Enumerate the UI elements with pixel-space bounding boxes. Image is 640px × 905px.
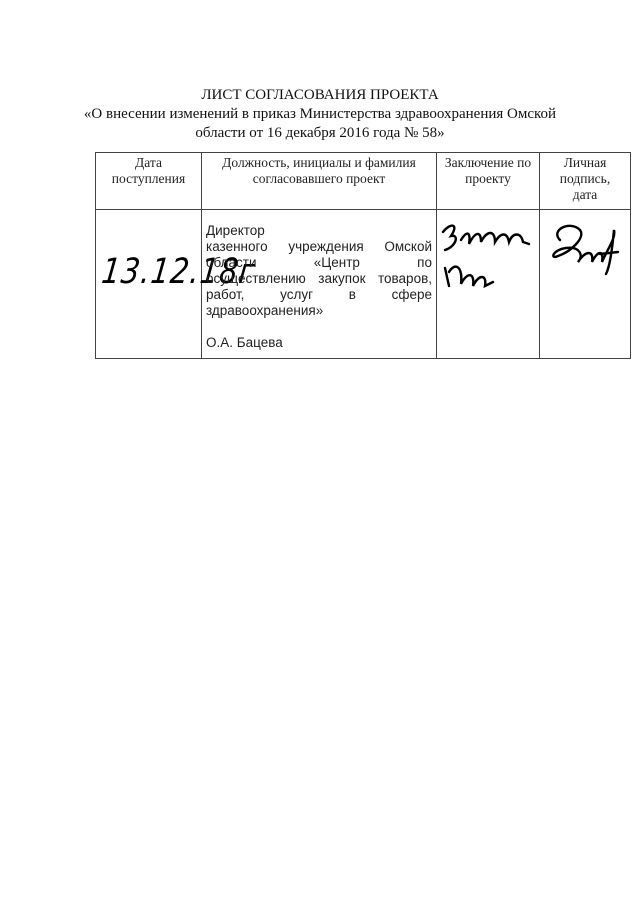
title-line-2: «О внесении изменений в приказ Министерства здравоохранения Омской xyxy=(83,106,557,122)
position-line-4: осуществлению закупок товаров, xyxy=(206,271,432,286)
title-line-3: области от 16 декабря 2016 года № 58» xyxy=(195,125,445,141)
handwritten-signature xyxy=(540,210,624,290)
position-line-6: здравоохранения» xyxy=(206,303,324,318)
document-title xyxy=(0,86,640,143)
handwritten-date: 13.12.18г xyxy=(99,250,258,292)
header-position: Должность, инициалы и фамилия согласовавшего проект xyxy=(202,153,437,210)
header-date: Дата поступления xyxy=(96,153,202,210)
cell-conclusion xyxy=(437,210,540,359)
approval-table xyxy=(95,152,631,359)
header-row xyxy=(96,153,631,210)
header-signature-line-1: Личная xyxy=(563,155,607,170)
signer-name: О.А. Бацева xyxy=(206,335,283,350)
table-row xyxy=(96,210,631,359)
position-line-2: казенного учреждения Омской xyxy=(206,239,432,254)
header-signature-line-2: подпись, xyxy=(559,171,611,186)
cell-position xyxy=(202,210,437,359)
cell-signature xyxy=(540,210,631,359)
header-signature xyxy=(540,153,631,210)
position-line-3: области «Центр по xyxy=(206,255,432,270)
header-signature-line-3: дата xyxy=(572,187,598,202)
handwritten-conclusion xyxy=(437,210,533,300)
header-conclusion: Заключение по проекту xyxy=(437,153,540,210)
position-line-1: Директор xyxy=(206,223,265,238)
title-line-1: ЛИСТ СОГЛАСОВАНИЯ ПРОЕКТА xyxy=(201,87,439,103)
position-line-5: работ, услуг в сфере xyxy=(206,287,432,302)
